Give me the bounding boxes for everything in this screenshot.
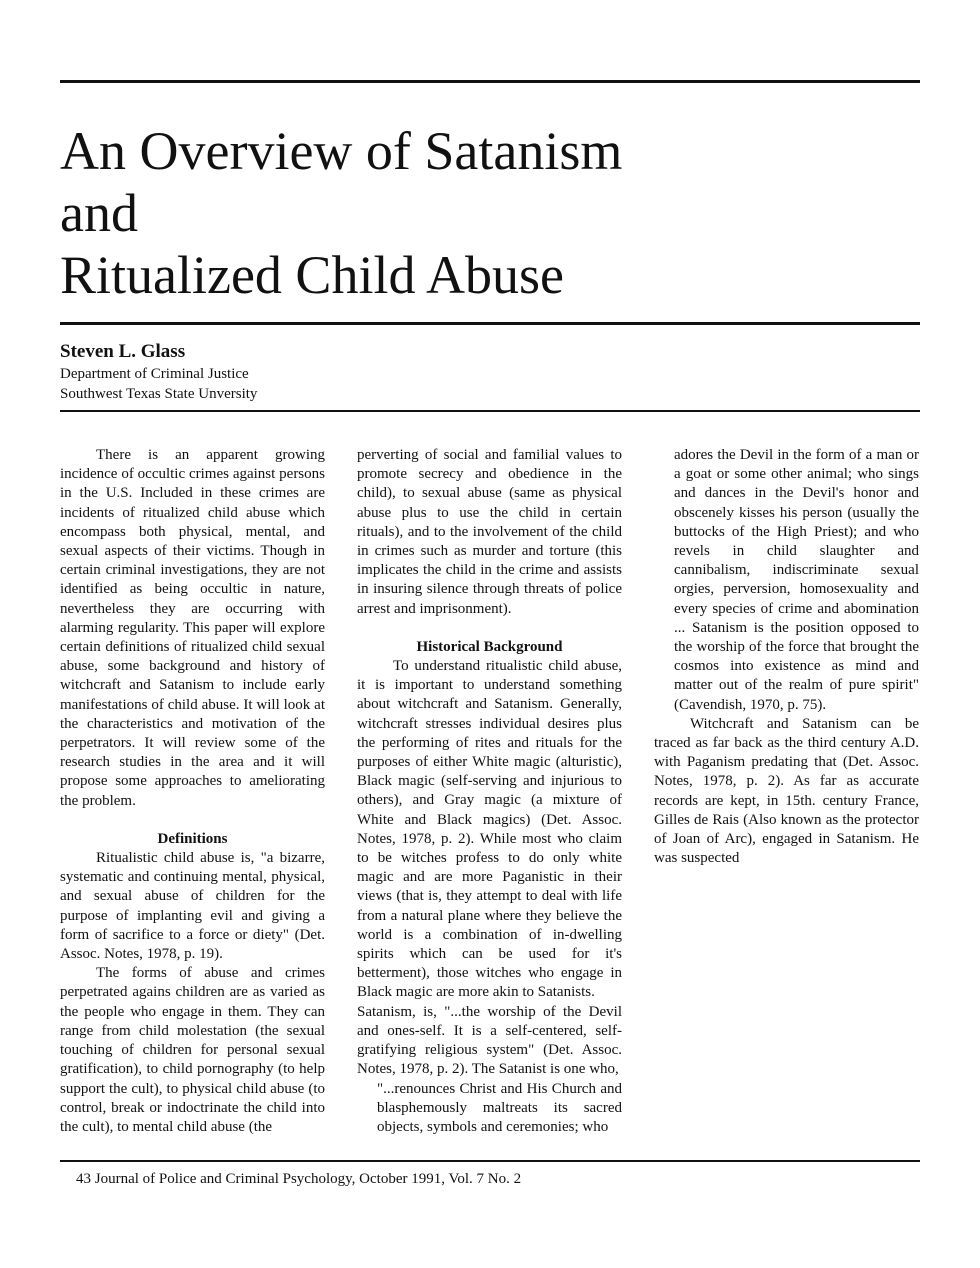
block-quote: "...renounces Christ and His Church and blasphemously maltreats its sacred objects, symbols and ceremonies; who <box>377 1080 622 1135</box>
paragraph-definition: Ritualistic child abuse is, "a bizarre, systematic and continuing mental, physical, and sexual abuse of children for the purpose of implanting evil and giving a form of sacrifice to a force or diety" (Det. Assoc. Notes, 1978, p. 19). <box>60 850 325 963</box>
footer-rule <box>60 1160 920 1162</box>
column-3 <box>654 446 919 1138</box>
block-quote-continued: adores the Devil in the form of a man or a goat or some other animal; who sings and dances in the Devil's honor and obscenely kisses his person (usually the buttocks of the High Priest); and who revels in child slaughter and cannibalism, indiscriminate sexual orgies, perversion, homosexuality and every species of crime and abomination ... Satanism is the position opposed to the worship of the force that brought the cosmos into existence as mind and matter out of the realm of pure spirit" (Cavendish, 1970, p. 75). <box>674 447 919 713</box>
column-1 <box>60 446 325 1138</box>
author-rule <box>60 410 920 412</box>
title-line-3: Ritualized Child Abuse <box>60 245 564 305</box>
paragraph-history: Witchcraft and Satanism can be traced as far back as the third century A.D. with Paganism predating that (Det. Assoc. Notes, 1978, p. 2). As far as accurate records are kept, in 15th. century France, Gilles de Rais (Also known as the protector of Joan of Arc), engaged in Satanism. He was suspected <box>654 715 919 867</box>
author-name: Steven L. Glass <box>60 341 186 362</box>
author-department: Department of Criminal Justice <box>60 366 249 382</box>
paragraph-satanism: Satanism, is, "...the worship of the Devil and ones-self. It is a self-centered, self-gratifying religious system" (Det. Assoc. Notes, 1978, p. 2). The Satanist is one who, <box>357 1003 622 1078</box>
paragraph-forms-of-abuse-continued: perverting of social and familial values to promote secrecy and obedience in the child), to sexual abuse (same as physical abuse plus to use the child in certain rituals), and to the involvement of the child in crimes such as murder and torture (this implicates the child in the crime and assists in insuring silence through threats of police arrest and imprisonment). <box>357 447 622 617</box>
paragraph-witchcraft: To understand ritualistic child abuse, it is important to understand something about witchcraft and Satanism. Generally, witchcraft stresses individual desires plus the performing of rites and rituals for the purposes of either White magic (alturistic), Black magic (self-serving and injurious to others), and Gray magic (a mixture of White and Black magics) (Det. Assoc. Notes, 1978, p. 2). While most who claim to be witches profess to do only white magic and are more Paganistic in their views (that is, they attempt to deal with life from a natural plane where they believe the world is a combination of in-dwelling spirits which can be used for it's betterment), those witches who engage in Black magic are more akin to Satanists. <box>357 658 622 1001</box>
paragraph-forms-of-abuse: The forms of abuse and crimes perpetrated agains children are as varied as the people who engage in them. They can range from child molestation (the sexual touching of children for personal sexual gratification), to child pornography (to help support the cult), to physical child abuse (to control, break or indoctrinate the child into the cult), to mental child abuse (the <box>60 965 325 1135</box>
page-footer: 43 Journal of Police and Criminal Psychology, October 1991, Vol. 7 No. 2 <box>76 1171 522 1187</box>
title-rule <box>60 322 920 325</box>
heading-definitions: Definitions <box>157 830 228 847</box>
author-block <box>60 340 560 404</box>
column-2 <box>357 446 622 1138</box>
title-line-1: An Overview of Satanism <box>60 121 623 181</box>
top-rule <box>60 80 920 83</box>
title-line-2: and <box>60 183 138 243</box>
heading-historical-background: Historical Background <box>416 638 563 655</box>
author-institution: Southwest Texas State Unversity <box>60 386 258 402</box>
paragraph-intro: There is an apparent growing incidence of occultic crimes against persons in the U.S. Included in these crimes are incidents of ritualized child abuse which encompass both physical, mental, and sexual aspects of their victims. Though in certain criminal investigations, they are not identified as being occultic in nature, nevertheless they are occurring with alarming regularity. This paper will explore certain definitions of ritualized child sexual abuse, some background and history of witchcraft and Satanism to include early manifestations of child abuse. It will look at the characteristics and motivation of the perpetrators. It will review some of the research studies in the area and it will propose some approaches to ameliorating the problem. <box>60 447 325 809</box>
article-title <box>60 120 920 306</box>
